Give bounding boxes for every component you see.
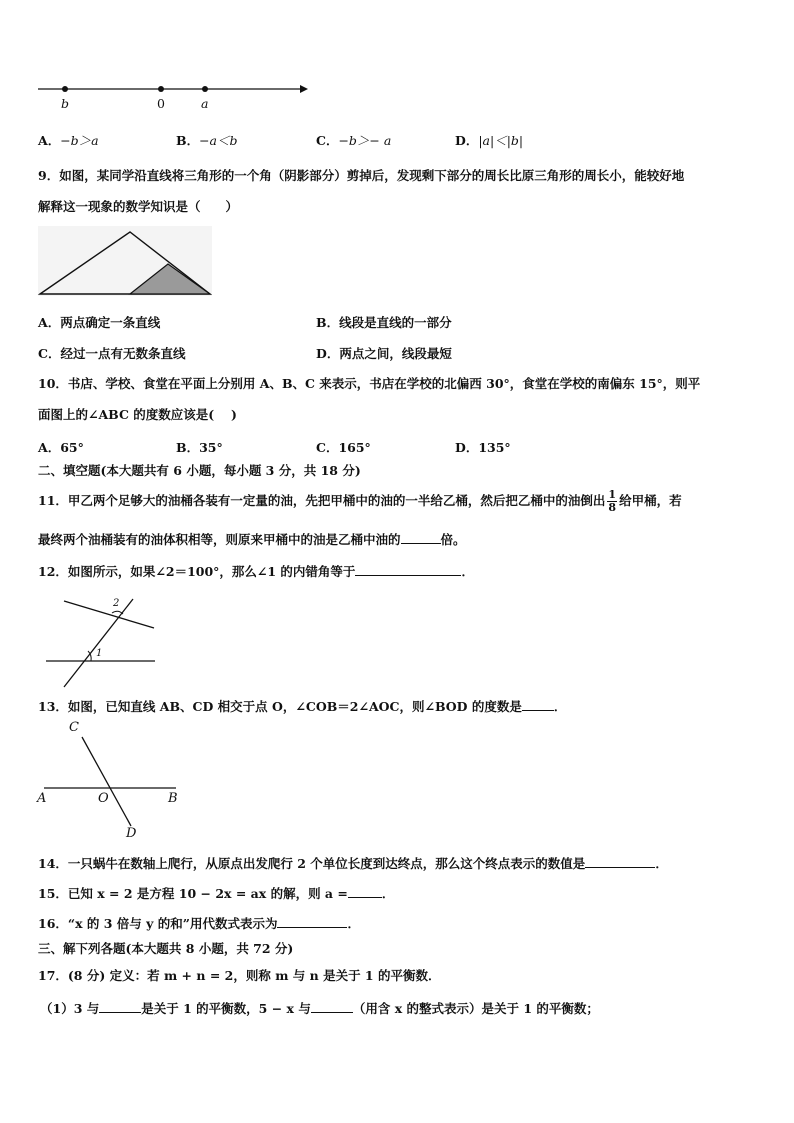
q9-option-b: B．线段是直线的一部分 (316, 315, 452, 330)
angle-2-label: 2 (113, 598, 120, 609)
number-line-label-zero: 0 (157, 96, 165, 111)
section-2-heading: 二、填空题(本大题共有 6 小题，每小题 3 分，共 18 分) (38, 463, 361, 478)
q17-blank-2 (311, 1000, 353, 1013)
q9-question-line1: 9．如图，某同学沿直线将三角形的一个角（阴影部分）剪掉后，发现剩下部分的周长比原三角形的周长小，能较好地 (38, 168, 685, 183)
q9-question-line2: 解释这一现象的数学知识是（ ） (38, 199, 239, 214)
q12-question: 12．如图所示，如果∠2＝100°，那么∠1 的内错角等于 ． (38, 564, 474, 579)
q17-part-1: （1）3 与 是关于 1 的平衡数，5 − x 与 （用含 x 的整式表示）是关于 1 的平衡数； (40, 1001, 599, 1016)
number-line-label-b: b (61, 96, 70, 111)
angle-1-label: 1 (96, 648, 103, 659)
q10-option-a: A．65° (38, 440, 84, 455)
number-line-label-a: a (201, 96, 209, 111)
q16-question: 16．“x 的 3 倍与 y 的和”用代数式表示为 ． (38, 916, 360, 931)
label-c: C (69, 720, 79, 735)
q15-question: 15．已知 x = 2 是方程 10 − 2x = ax 的解，则 a = ． (38, 886, 395, 901)
q8-option-d: D．|a|＜|b| (455, 133, 524, 148)
label-d: D (126, 826, 137, 841)
q8-option-a: A．−b＞a (38, 133, 99, 148)
label-b: B (168, 791, 178, 806)
fraction-one-eighth: $\frac{1}{8}$ (608, 488, 617, 514)
q13-question: 13．如图，已知直线 AB、CD 相交于点 O，∠COB＝2∠AOC，则∠BOD 的度数是 ． (38, 699, 567, 714)
label-a: A (37, 791, 47, 806)
q9-option-d: D．两点之间，线段最短 (316, 346, 452, 361)
q11-question-line2: 最终两个油桶装有的油体积相等，则原来甲桶中的油是乙桶中油的 倍。 (38, 532, 466, 547)
q14-question: 14．一只蜗牛在数轴上爬行，从原点出发爬行 2 个单位长度到达终点，那么这个终点表示的数值是 ． (38, 856, 668, 871)
q17-definition: 17．(8 分) 定义：若 m + n = 2，则称 m 与 n 是关于 1 的平衡数． (38, 968, 441, 983)
q10-option-c: C．165° (316, 440, 371, 455)
q9-option-c: C．经过一点有无数条直线 (38, 346, 186, 361)
q8-option-c: C．−b＞− a (316, 133, 392, 148)
q8-option-b: B．−a＜b (176, 133, 238, 148)
q11-question-line1: 11．甲乙两个足够大的油桶各装有一定量的油，先把甲桶中的油的一半给乙桶，然后把乙桶中的油倒出 $\frac{1}{8}$ 给甲桶，若 (38, 488, 682, 514)
section-3-heading: 三、解下列各题(本大题共 8 小题，共 72 分) (38, 941, 294, 956)
q16-answer-blank (277, 915, 347, 928)
label-o: O (98, 791, 109, 806)
q10-question-line1: 10．书店、学校、食堂在平面上分别用 A、B、C 来表示，书店在学校的北偏西 30°，食堂在学校的南偏东 15°，则平 (38, 376, 701, 391)
line-cd (82, 737, 131, 826)
q14-answer-blank (585, 855, 655, 868)
q10-option-d: D．135° (455, 440, 511, 455)
q15-answer-blank (348, 885, 382, 898)
q10-option-b: B．35° (176, 440, 223, 455)
q17-blank-1 (99, 1000, 141, 1013)
q9-option-a: A．两点确定一条直线 (38, 315, 161, 330)
q10-question-line2: 面图上的∠ABC 的度数应该是( ) (38, 407, 237, 422)
